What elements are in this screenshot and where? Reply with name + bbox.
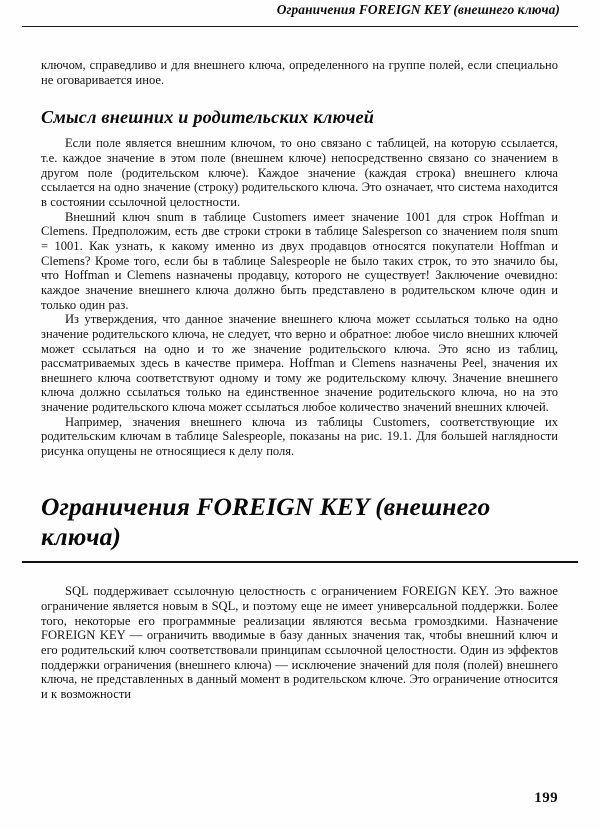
spacer — [41, 87, 558, 107]
body-paragraph: Например, значения внешнего ключа из таблицы Customers, соответствующие их родительским ключам в таблице Salespeople, показаны на рис. 19.1. Для большей наглядности рисунка опущены не относящиеся к делу поля. — [41, 414, 558, 459]
body-paragraph: Если поле является внешним ключом, то оно связано с таблицей, на которую ссылается, т.е. каждое значение в этом поле (внешнем ключе) непосредственно связано со значением в другом поле (родительском ключе). Каждое значение (каждая строка) внешнего ключа ссылается на одно значение (строку) родительского ключа. Это означает, что система находится в состоянии ссылочной целостности. — [41, 136, 558, 209]
body-paragraph: Из утверждения, что данное значение внешнего ключа может ссылаться только на одно значение родительского ключа, не следует, что верно и обратное: любое число внешних ключей может ссылаться на одно и то же значение родительского ключа. Это ясно из таблиц, рассматриваемых здесь в качестве примера. Hoffman и Clemens назначены Peel, значения их внешнего ключа соответствуют одному и тому же родительскому ключу. Значение внешнего ключа должно ссылаться только на единственное значение родительского ключа, но на это значение родительского ключа может ссылаться любое количество значений внешних ключей. — [41, 312, 558, 415]
section-heading: Смысл внешних и родительских ключей — [41, 107, 375, 128]
chapter-body-paragraph: SQL поддерживает ссылочную целостность с ограничением FOREIGN KEY. Это важное ограничение является новым в SQL, и поэтому еще не имеет универсальной поддержки. Более того, некоторые его программные реализации являются весьма громоздкими. Назначение FOREIGN KEY — ограничить вводимые в базу данных значения так, чтобы внешний ключ и его родительский ключ соответствовали принципам ссылочной целостности. Один из эффектов поддержки ограничения (внешнего ключа) — исключение значений для поля (полей) внешнего ключа, не представленных в данный момент в родительском ключе. Это ограничение относится и к возможности — [41, 584, 558, 701]
spacer — [41, 127, 558, 136]
running-header-title: Ограничения FOREIGN KEY (внешнего ключа) — [276, 2, 560, 17]
chapter-heading: Ограничения FOREIGN KEY (внешнего ключа) — [41, 491, 491, 551]
intro-paragraph: ключом, справедливо и для внешнего ключа, определенного на группе полей, если специально не оговаривается иное. — [41, 58, 558, 87]
spacer — [41, 563, 558, 584]
page-number: 199 — [534, 790, 558, 806]
text-column — [41, 58, 558, 702]
header-divider — [22, 26, 578, 27]
body-paragraph: Внешний ключ snum в таблице Customers имеет значение 1001 для строк Hoffman и Clemens. Предположим, есть две строки строки в таблице Salesperson со значением поля snum = 1001. Как узнать, к какому именно из двух продавцов относятся покупатели Hoffman и Clemens? Кроме того, если бы в таблице Salespeople не было таких строк, то это значило бы, что Hoffman и Clemens назначены продавцу, которого не существует! Заключение очевидно: каждое значение внешнего ключа должно быть представлено в родительском ключе один и только один раз. — [41, 209, 558, 312]
spacer — [41, 459, 558, 492]
